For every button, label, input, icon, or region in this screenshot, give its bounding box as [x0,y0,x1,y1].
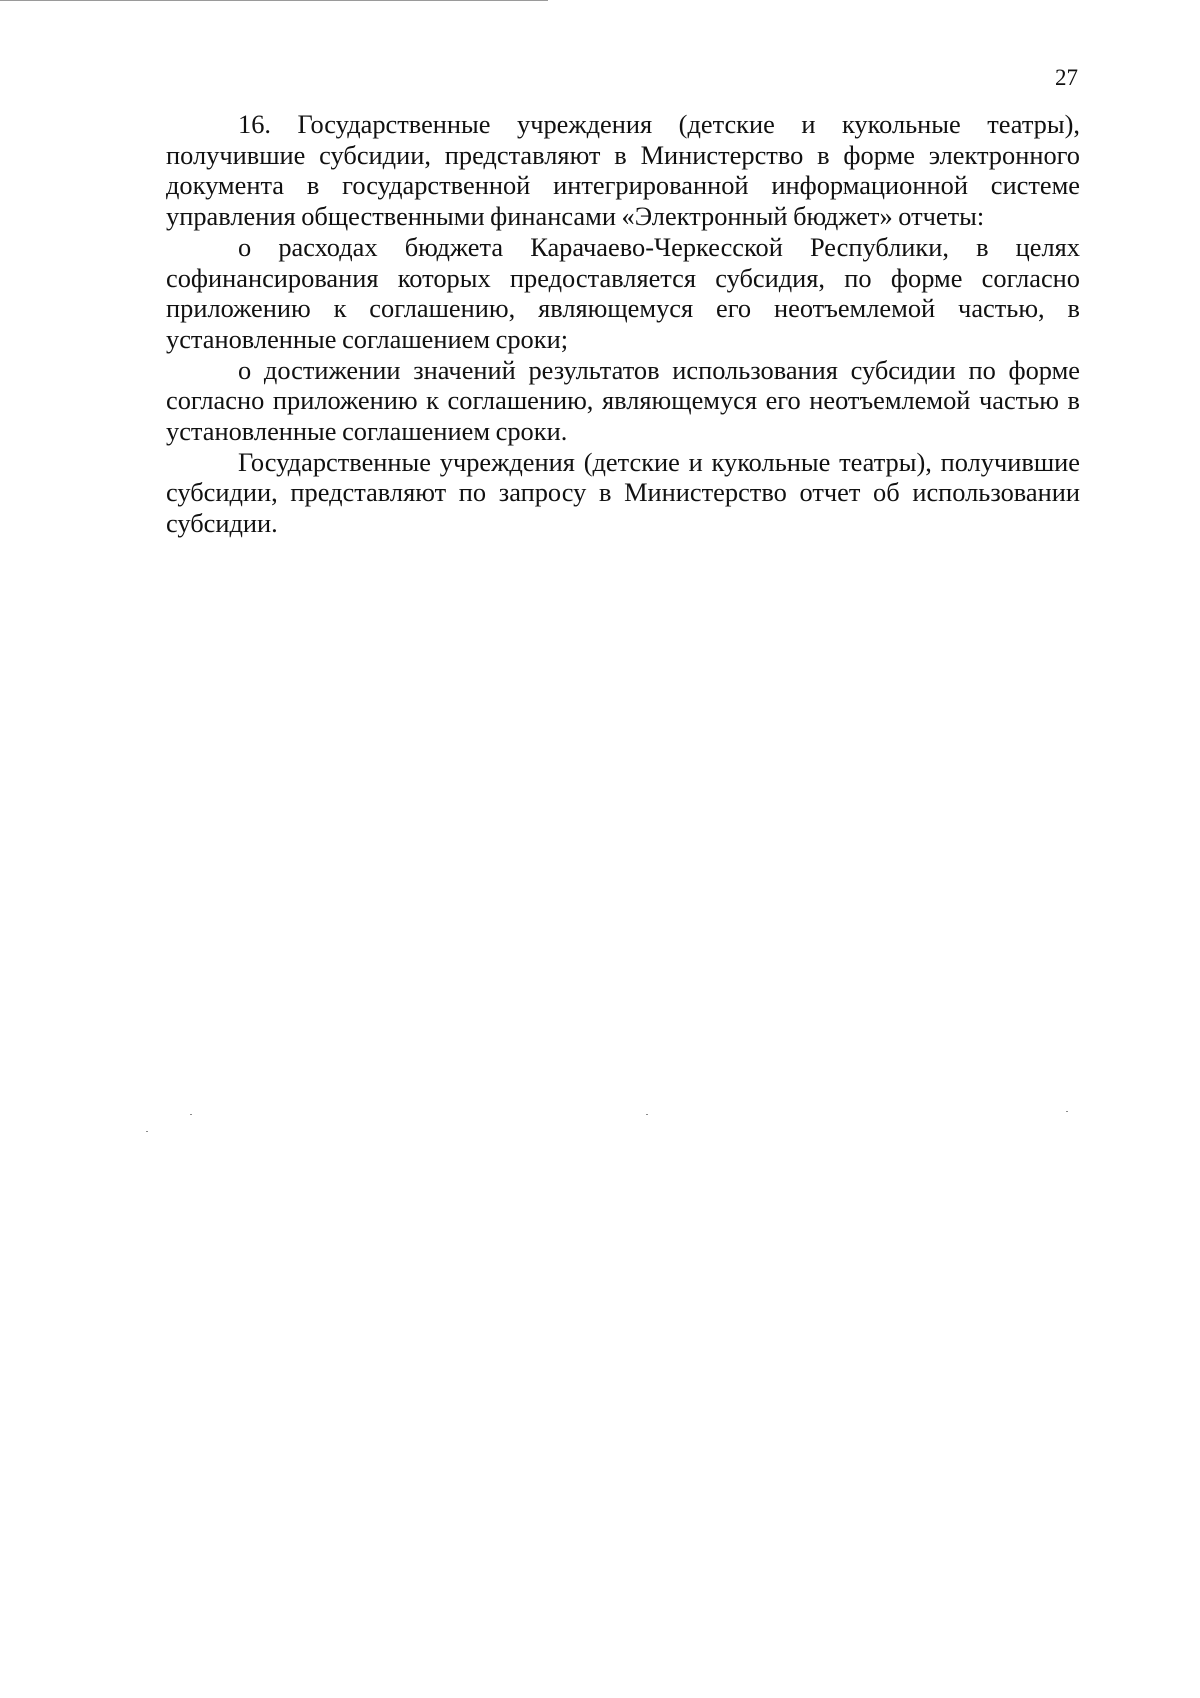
paragraph-results-report: о достижении значений результатов использования субсидии по форме согласно приложению к соглашению, являющемуся его неотъемлемой частью в установленные соглашением сроки. [166,354,1080,447]
scan-speck [1066,1111,1068,1112]
scan-speck [190,1114,192,1115]
paragraph-usage-report: Государственные учреждения (детские и кукольные театры), получившие субсидии, представляют по запросу в Министерство отчет об использовании субсидии. [166,446,1080,539]
scan-top-edge [0,0,548,1]
page-number: 27 [1055,65,1078,90]
scan-speck [646,1114,648,1115]
scan-speck [146,1131,148,1132]
paragraph-expenses-report: о расходах бюджета Карачаево-Черкесской Республики, в целях софинансирования которых предоставляется субсидия, по форме согласно приложению к соглашению, являющемуся его неотъемлемой частью, в установленные соглашением сроки; [166,231,1080,354]
document-body [166,109,1080,539]
paragraph-16: 16. Государственные учреждения (детские и кукольные театры), получившие субсидии, представляют в Министерство в форме электронного документа в государственной интегрированной информационной системе управления общественными финансами «Электронный бюджет» отчеты: [166,109,1080,232]
